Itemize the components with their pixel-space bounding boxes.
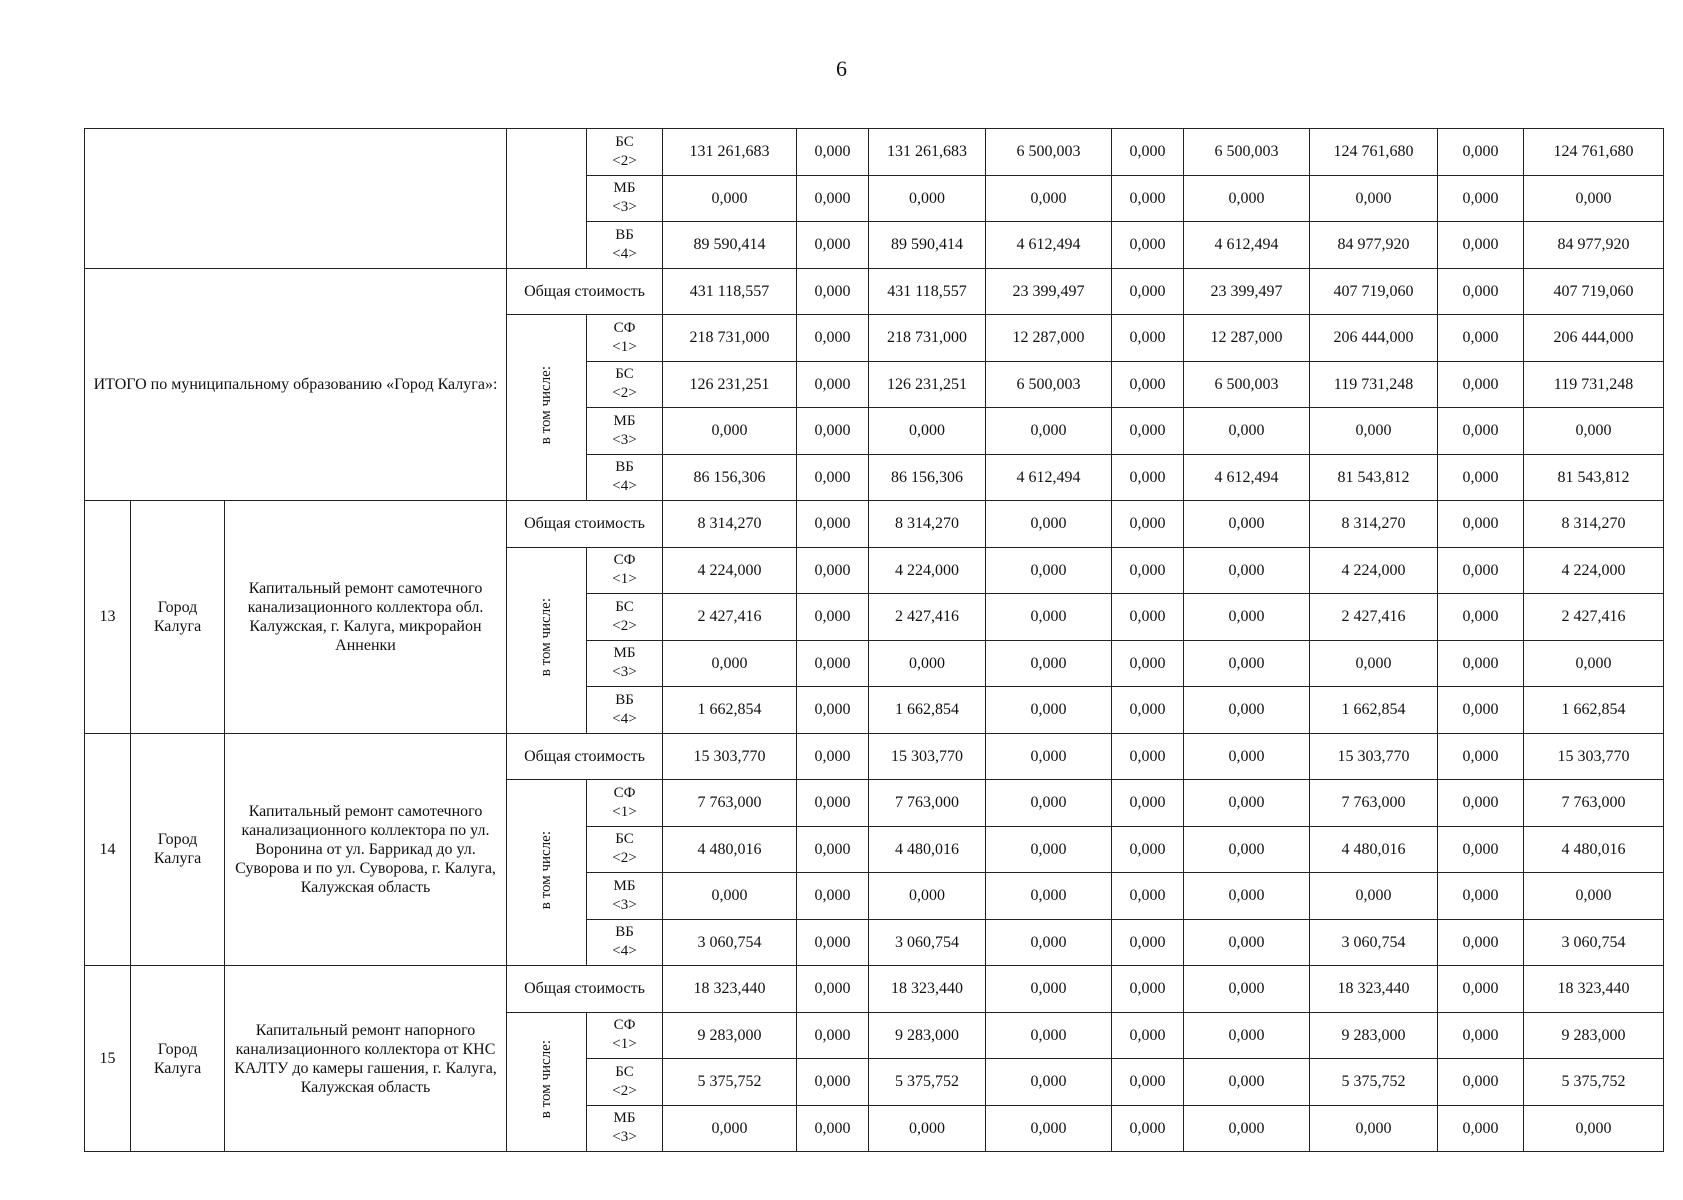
value-cell: 0,000 — [1438, 687, 1524, 734]
value-cell: 0,000 — [1184, 1105, 1310, 1152]
value-cell: 0,000 — [1438, 129, 1524, 176]
value-cell: 0,000 — [986, 780, 1112, 827]
value-cell: 218 731,000 — [869, 315, 986, 362]
value-cell: 0,000 — [1112, 966, 1184, 1013]
value-cell: 2 427,416 — [663, 594, 797, 641]
value-cell: 0,000 — [1184, 175, 1310, 222]
value-cell: 0,000 — [986, 175, 1112, 222]
value-cell: 0,000 — [1438, 454, 1524, 501]
value-cell: 0,000 — [1112, 640, 1184, 687]
value-cell: 0,000 — [869, 175, 986, 222]
value-cell: 1 662,854 — [869, 687, 986, 734]
value-cell: 0,000 — [1438, 594, 1524, 641]
value-cell: 0,000 — [1438, 1012, 1524, 1059]
value-cell: 0,000 — [1524, 1105, 1664, 1152]
value-cell: 5 375,752 — [869, 1059, 986, 1106]
value-cell: 2 427,416 — [869, 594, 986, 641]
value-cell: 431 118,557 — [663, 268, 797, 315]
funding-source-cell: СФ <1> — [587, 780, 663, 827]
value-cell: 0,000 — [1438, 826, 1524, 873]
value-cell: 0,000 — [1184, 594, 1310, 641]
value-cell: 8 314,270 — [1310, 501, 1438, 548]
value-cell: 0,000 — [1112, 1012, 1184, 1059]
funding-source-cell: ВБ <4> — [587, 222, 663, 269]
value-cell: 0,000 — [869, 640, 986, 687]
value-cell: 0,000 — [1438, 640, 1524, 687]
value-cell: 0,000 — [1184, 501, 1310, 548]
value-cell: 0,000 — [797, 268, 869, 315]
value-cell: 15 303,770 — [1524, 733, 1664, 780]
value-cell: 4 612,494 — [1184, 454, 1310, 501]
value-cell: 0,000 — [1438, 733, 1524, 780]
value-cell: 0,000 — [1112, 594, 1184, 641]
value-cell: 6 500,003 — [986, 361, 1112, 408]
value-cell: 0,000 — [1112, 733, 1184, 780]
value-cell: 0,000 — [1112, 454, 1184, 501]
value-cell: 126 231,251 — [869, 361, 986, 408]
value-cell: 8 314,270 — [663, 501, 797, 548]
table-row — [85, 501, 1664, 548]
including-label: в том числе: — [538, 365, 554, 445]
value-cell: 0,000 — [1184, 873, 1310, 920]
funding-source-cell: БС <2> — [587, 129, 663, 176]
value-cell: 0,000 — [1184, 640, 1310, 687]
value-cell: 5 375,752 — [1310, 1059, 1438, 1106]
value-cell: 9 283,000 — [1310, 1012, 1438, 1059]
value-cell: 0,000 — [1524, 640, 1664, 687]
value-cell: 4 480,016 — [1310, 826, 1438, 873]
value-cell: 7 763,000 — [1524, 780, 1664, 827]
value-cell: 0,000 — [797, 1012, 869, 1059]
funding-source-cell: СФ <1> — [587, 547, 663, 594]
table-body — [85, 129, 1664, 1152]
value-cell: 0,000 — [1112, 315, 1184, 362]
value-cell: 0,000 — [663, 873, 797, 920]
value-cell: 0,000 — [1112, 873, 1184, 920]
value-cell: 84 977,920 — [1524, 222, 1664, 269]
value-cell: 4 224,000 — [1310, 547, 1438, 594]
value-cell: 0,000 — [1524, 175, 1664, 222]
value-cell: 8 314,270 — [1524, 501, 1664, 548]
value-cell: 9 283,000 — [869, 1012, 986, 1059]
value-cell: 0,000 — [1184, 826, 1310, 873]
funding-source-cell: МБ <3> — [587, 873, 663, 920]
value-cell: 81 543,812 — [1310, 454, 1438, 501]
value-cell: 3 060,754 — [869, 919, 986, 966]
including-label: в том числе: — [538, 1040, 554, 1119]
value-cell: 86 156,306 — [869, 454, 986, 501]
value-cell: 4 612,494 — [986, 222, 1112, 269]
value-cell: 86 156,306 — [663, 454, 797, 501]
value-cell: 0,000 — [1524, 408, 1664, 455]
value-cell: 431 118,557 — [869, 268, 986, 315]
value-cell: 7 763,000 — [869, 780, 986, 827]
value-cell: 15 303,770 — [1310, 733, 1438, 780]
value-cell: 0,000 — [1184, 919, 1310, 966]
value-cell: 0,000 — [869, 408, 986, 455]
value-cell: 1 662,854 — [1310, 687, 1438, 734]
value-cell: 4 224,000 — [663, 547, 797, 594]
funding-source-cell: МБ <3> — [587, 640, 663, 687]
value-cell: 18 323,440 — [869, 966, 986, 1013]
funding-source-cell: МБ <3> — [587, 408, 663, 455]
including-label: в том числе: — [538, 598, 554, 677]
including-cell — [507, 780, 587, 966]
continued-description-cell — [85, 129, 507, 269]
value-cell: 131 261,683 — [869, 129, 986, 176]
value-cell: 4 612,494 — [1184, 222, 1310, 269]
value-cell: 5 375,752 — [1524, 1059, 1664, 1106]
value-cell: 0,000 — [797, 129, 869, 176]
funding-source-cell: БС <2> — [587, 361, 663, 408]
value-cell: 18 323,440 — [1524, 966, 1664, 1013]
value-cell: 0,000 — [1112, 175, 1184, 222]
project-number-cell: 15 — [85, 966, 131, 1152]
value-cell: 124 761,680 — [1310, 129, 1438, 176]
value-cell: 0,000 — [1112, 547, 1184, 594]
table-row — [85, 129, 1664, 176]
value-cell: 0,000 — [986, 594, 1112, 641]
value-cell: 12 287,000 — [986, 315, 1112, 362]
value-cell: 6 500,003 — [1184, 129, 1310, 176]
value-cell: 3 060,754 — [1524, 919, 1664, 966]
value-cell: 0,000 — [663, 640, 797, 687]
total-cost-label: Общая стоимость — [507, 268, 663, 315]
value-cell: 0,000 — [1112, 1105, 1184, 1152]
value-cell: 2 427,416 — [1310, 594, 1438, 641]
value-cell: 0,000 — [797, 733, 869, 780]
value-cell: 0,000 — [1184, 966, 1310, 1013]
value-cell: 12 287,000 — [1184, 315, 1310, 362]
value-cell: 407 719,060 — [1310, 268, 1438, 315]
value-cell: 89 590,414 — [663, 222, 797, 269]
value-cell: 1 662,854 — [663, 687, 797, 734]
funding-table — [84, 128, 1664, 1152]
value-cell: 0,000 — [1184, 1059, 1310, 1106]
value-cell: 4 612,494 — [986, 454, 1112, 501]
value-cell: 0,000 — [797, 175, 869, 222]
value-cell: 0,000 — [986, 966, 1112, 1013]
value-cell: 0,000 — [797, 780, 869, 827]
funding-source-cell: ВБ <4> — [587, 919, 663, 966]
value-cell: 0,000 — [797, 594, 869, 641]
value-cell: 0,000 — [986, 919, 1112, 966]
value-cell: 0,000 — [986, 873, 1112, 920]
including-label: в том числе: — [538, 830, 554, 910]
value-cell: 0,000 — [1112, 1059, 1184, 1106]
value-cell: 2 427,416 — [1524, 594, 1664, 641]
value-cell: 0,000 — [663, 408, 797, 455]
value-cell: 0,000 — [986, 408, 1112, 455]
value-cell: 0,000 — [797, 501, 869, 548]
value-cell: 0,000 — [1112, 826, 1184, 873]
value-cell: 0,000 — [1438, 1059, 1524, 1106]
value-cell: 0,000 — [986, 1105, 1112, 1152]
total-cost-label: Общая стоимость — [507, 733, 663, 780]
value-cell: 0,000 — [1184, 547, 1310, 594]
table-row — [85, 966, 1664, 1013]
value-cell: 407 719,060 — [1524, 268, 1664, 315]
value-cell: 4 480,016 — [1524, 826, 1664, 873]
value-cell: 0,000 — [797, 919, 869, 966]
value-cell: 15 303,770 — [663, 733, 797, 780]
value-cell: 8 314,270 — [869, 501, 986, 548]
project-description-cell: Капитальный ремонт напорного канализационного коллектора от КНС КАЛТУ до камеры гашения, г. Калуга, Калужская область — [225, 966, 507, 1152]
value-cell: 0,000 — [1184, 733, 1310, 780]
value-cell: 0,000 — [1310, 640, 1438, 687]
value-cell: 0,000 — [1112, 780, 1184, 827]
total-cost-label: Общая стоимость — [507, 501, 663, 548]
funding-source-cell: ВБ <4> — [587, 687, 663, 734]
value-cell: 0,000 — [1310, 1105, 1438, 1152]
value-cell: 23 399,497 — [986, 268, 1112, 315]
value-cell: 4 224,000 — [869, 547, 986, 594]
value-cell: 6 500,003 — [1184, 361, 1310, 408]
value-cell: 7 763,000 — [1310, 780, 1438, 827]
value-cell: 5 375,752 — [663, 1059, 797, 1106]
value-cell: 0,000 — [1438, 315, 1524, 362]
value-cell: 0,000 — [986, 733, 1112, 780]
value-cell: 0,000 — [1310, 873, 1438, 920]
value-cell: 0,000 — [663, 1105, 797, 1152]
value-cell: 0,000 — [797, 966, 869, 1013]
value-cell: 0,000 — [1184, 1012, 1310, 1059]
total-cost-label: Общая стоимость — [507, 966, 663, 1013]
value-cell: 0,000 — [1438, 222, 1524, 269]
value-cell: 0,000 — [986, 1059, 1112, 1106]
value-cell: 0,000 — [797, 408, 869, 455]
value-cell: 0,000 — [1524, 873, 1664, 920]
project-city-cell: Город Калуга — [131, 733, 225, 966]
value-cell: 0,000 — [1438, 780, 1524, 827]
value-cell: 0,000 — [1112, 222, 1184, 269]
value-cell: 18 323,440 — [663, 966, 797, 1013]
table-row — [85, 268, 1664, 315]
value-cell: 119 731,248 — [1524, 361, 1664, 408]
value-cell: 18 323,440 — [1310, 966, 1438, 1013]
value-cell: 0,000 — [797, 222, 869, 269]
value-cell: 0,000 — [1112, 361, 1184, 408]
value-cell: 0,000 — [1438, 919, 1524, 966]
value-cell: 4 224,000 — [1524, 547, 1664, 594]
value-cell: 206 444,000 — [1310, 315, 1438, 362]
funding-source-cell: МБ <3> — [587, 175, 663, 222]
value-cell: 0,000 — [1438, 966, 1524, 1013]
funding-source-cell: СФ <1> — [587, 1012, 663, 1059]
value-cell: 131 261,683 — [663, 129, 797, 176]
value-cell: 119 731,248 — [1310, 361, 1438, 408]
value-cell: 0,000 — [1184, 687, 1310, 734]
value-cell: 0,000 — [1310, 408, 1438, 455]
value-cell: 0,000 — [1438, 268, 1524, 315]
including-cell — [507, 547, 587, 733]
value-cell: 0,000 — [869, 1105, 986, 1152]
value-cell: 9 283,000 — [1524, 1012, 1664, 1059]
project-description-cell: Капитальный ремонт самотечного канализационного коллектора по ул. Воронина от ул. Баррикад до ул. Суворова и по ул. Суворова, г. Калуга, Калужская область — [225, 733, 507, 966]
value-cell: 0,000 — [797, 361, 869, 408]
value-cell: 0,000 — [797, 1059, 869, 1106]
value-cell: 218 731,000 — [663, 315, 797, 362]
value-cell: 1 662,854 — [1524, 687, 1664, 734]
value-cell: 0,000 — [986, 547, 1112, 594]
funding-source-cell: МБ <3> — [587, 1105, 663, 1152]
value-cell: 0,000 — [1438, 547, 1524, 594]
value-cell: 0,000 — [986, 640, 1112, 687]
value-cell: 0,000 — [1438, 361, 1524, 408]
including-cell — [507, 315, 587, 501]
value-cell: 0,000 — [797, 1105, 869, 1152]
value-cell: 0,000 — [797, 826, 869, 873]
value-cell: 15 303,770 — [869, 733, 986, 780]
value-cell: 0,000 — [1112, 687, 1184, 734]
funding-source-cell: БС <2> — [587, 1059, 663, 1106]
project-number-cell: 13 — [85, 501, 131, 734]
value-cell: 84 977,920 — [1310, 222, 1438, 269]
funding-source-cell: БС <2> — [587, 594, 663, 641]
value-cell: 0,000 — [1112, 408, 1184, 455]
value-cell: 4 480,016 — [663, 826, 797, 873]
value-cell: 89 590,414 — [869, 222, 986, 269]
including-cell — [507, 1012, 587, 1152]
value-cell: 0,000 — [797, 454, 869, 501]
continued-including-cell — [507, 129, 587, 269]
value-cell: 3 060,754 — [663, 919, 797, 966]
funding-source-cell: СФ <1> — [587, 315, 663, 362]
value-cell: 206 444,000 — [1524, 315, 1664, 362]
value-cell: 0,000 — [1112, 919, 1184, 966]
value-cell: 3 060,754 — [1310, 919, 1438, 966]
value-cell: 0,000 — [869, 873, 986, 920]
project-city-cell: Город Калуга — [131, 966, 225, 1152]
project-number-cell: 14 — [85, 733, 131, 966]
value-cell: 0,000 — [797, 315, 869, 362]
value-cell: 0,000 — [797, 687, 869, 734]
project-description-cell: Капитальный ремонт самотечного канализационного коллектора обл. Калужская, г. Калуга, микрорайон Анненки — [225, 501, 507, 734]
table-row — [85, 733, 1664, 780]
value-cell: 0,000 — [1438, 408, 1524, 455]
value-cell: 0,000 — [797, 873, 869, 920]
project-city-cell: Город Калуга — [131, 501, 225, 734]
value-cell: 0,000 — [1438, 501, 1524, 548]
value-cell: 0,000 — [1112, 501, 1184, 548]
value-cell: 0,000 — [986, 826, 1112, 873]
value-cell: 23 399,497 — [1184, 268, 1310, 315]
funding-source-cell: БС <2> — [587, 826, 663, 873]
value-cell: 0,000 — [1438, 1105, 1524, 1152]
value-cell: 0,000 — [663, 175, 797, 222]
value-cell: 0,000 — [1184, 408, 1310, 455]
value-cell: 4 480,016 — [869, 826, 986, 873]
funding-source-cell: ВБ <4> — [587, 454, 663, 501]
value-cell: 0,000 — [986, 687, 1112, 734]
value-cell: 0,000 — [797, 547, 869, 594]
page-number: 6 — [836, 56, 847, 81]
itogo-title-cell: ИТОГО по муниципальному образованию «Город Калуга»: — [85, 268, 507, 501]
value-cell: 0,000 — [1310, 175, 1438, 222]
value-cell: 81 543,812 — [1524, 454, 1664, 501]
value-cell: 0,000 — [797, 640, 869, 687]
value-cell: 9 283,000 — [663, 1012, 797, 1059]
value-cell: 0,000 — [1438, 873, 1524, 920]
value-cell: 0,000 — [1112, 129, 1184, 176]
value-cell: 0,000 — [986, 1012, 1112, 1059]
value-cell: 126 231,251 — [663, 361, 797, 408]
value-cell: 0,000 — [1112, 268, 1184, 315]
value-cell: 0,000 — [1184, 780, 1310, 827]
value-cell: 6 500,003 — [986, 129, 1112, 176]
value-cell: 124 761,680 — [1524, 129, 1664, 176]
value-cell: 0,000 — [986, 501, 1112, 548]
value-cell: 7 763,000 — [663, 780, 797, 827]
value-cell: 0,000 — [1438, 175, 1524, 222]
